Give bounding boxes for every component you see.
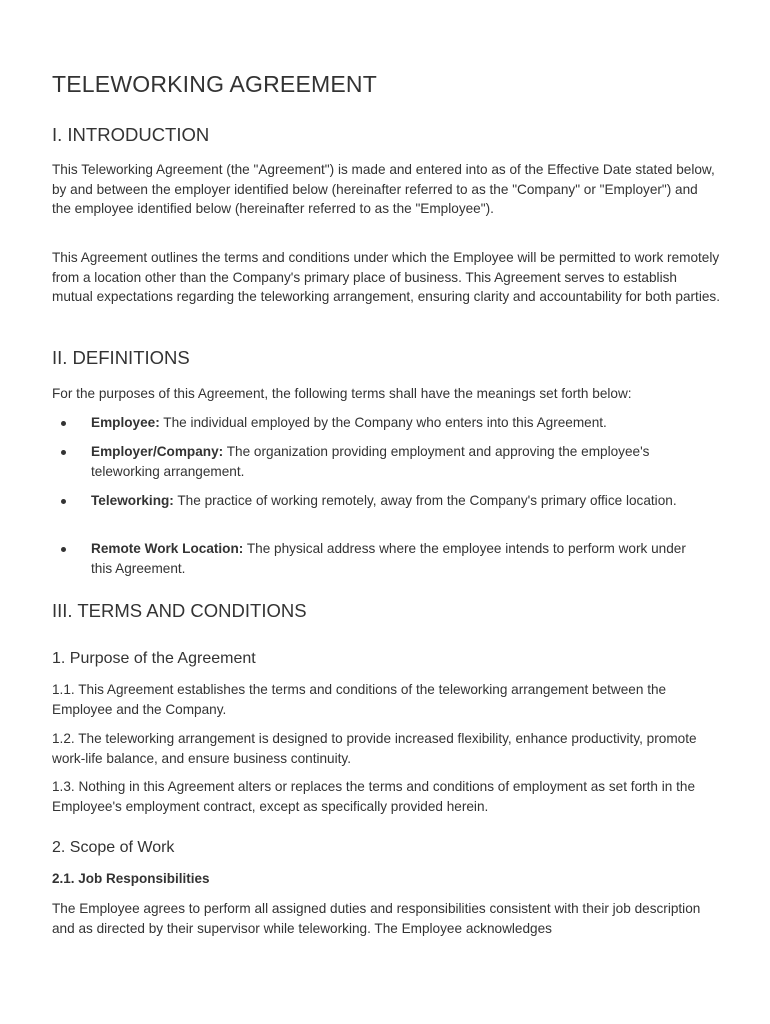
bullet-icon (61, 547, 66, 552)
definition-description: The physical address where the employee intends to perform work under this Agreement. (91, 541, 686, 576)
definition-item-employee (52, 413, 720, 433)
bullet-icon (61, 450, 66, 455)
subsection-heading-scope: 2. Scope of Work (52, 839, 175, 856)
definition-text (91, 539, 701, 578)
definition-term: Employee: (91, 415, 160, 430)
definition-text (91, 413, 701, 433)
definition-item-remote-work-location (52, 539, 720, 578)
definition-term: Employer/Company: (91, 444, 224, 459)
subsection-heading-purpose: 1. Purpose of the Agreement (52, 650, 256, 667)
definition-description: The practice of working remotely, away from the Company's primary office location. (173, 493, 677, 508)
section-heading-definitions: II. DEFINITIONS (52, 347, 190, 368)
purpose-paragraph-1-1: 1.1. This Agreement establishes the terms and conditions of the teleworking arrangement between the Employee and the Company. (52, 682, 667, 717)
bullet-icon (61, 421, 66, 426)
definition-term: Teleworking: (91, 493, 174, 508)
bullet-icon (61, 499, 66, 504)
introduction-paragraph-2: This Agreement outlines the terms and conditions under which the Employee will be permitted to work remotely from a location other than the Company's primary place of business. This Agreement serves to establish mutual expectations regarding the teleworking arrangement, ensuring clarity and accountability for both parties. (52, 250, 720, 305)
purpose-paragraph-1-3: 1.3. Nothing in this Agreement alters or replaces the terms and conditions of employment as set forth in the Employee's employment contract, except as specifically provided herein. (52, 779, 696, 814)
introduction-paragraph-1: This Teleworking Agreement (the "Agreement") is made and entered into as of the Effective Date stated below, by and between the employer identified below (hereinafter referred to as the "Company" or "Employer") and the employee identified below (hereinafter referred to as the "Employee"). (52, 162, 715, 217)
definition-item-employer-company (52, 442, 720, 481)
definition-item-teleworking (52, 491, 720, 511)
document-title: TELEWORKING AGREEMENT (52, 71, 377, 97)
definition-text (91, 442, 701, 481)
definition-description: The organization providing employment and approving the employee's teleworking arrangement. (91, 444, 650, 479)
job-responsibilities-paragraph: The Employee agrees to perform all assigned duties and responsibilities consistent with their job description and as directed by their supervisor while teleworking. The Employee acknowledges (52, 901, 701, 936)
purpose-paragraph-1-2: 1.2. The teleworking arrangement is designed to provide increased flexibility, enhance productivity, promote work-life balance, and ensure business continuity. (52, 731, 697, 766)
definition-text (91, 491, 701, 511)
section-heading-terms-and-conditions: III. TERMS AND CONDITIONS (52, 600, 307, 621)
subsubsection-heading-job-responsibilities: 2.1. Job Responsibilities (52, 871, 210, 886)
definition-description: The individual employed by the Company who enters into this Agreement. (159, 415, 607, 430)
definitions-intro: For the purposes of this Agreement, the following terms shall have the meanings set forth below: (52, 386, 632, 401)
definition-term: Remote Work Location: (91, 541, 244, 556)
section-heading-introduction: I. INTRODUCTION (52, 124, 210, 145)
